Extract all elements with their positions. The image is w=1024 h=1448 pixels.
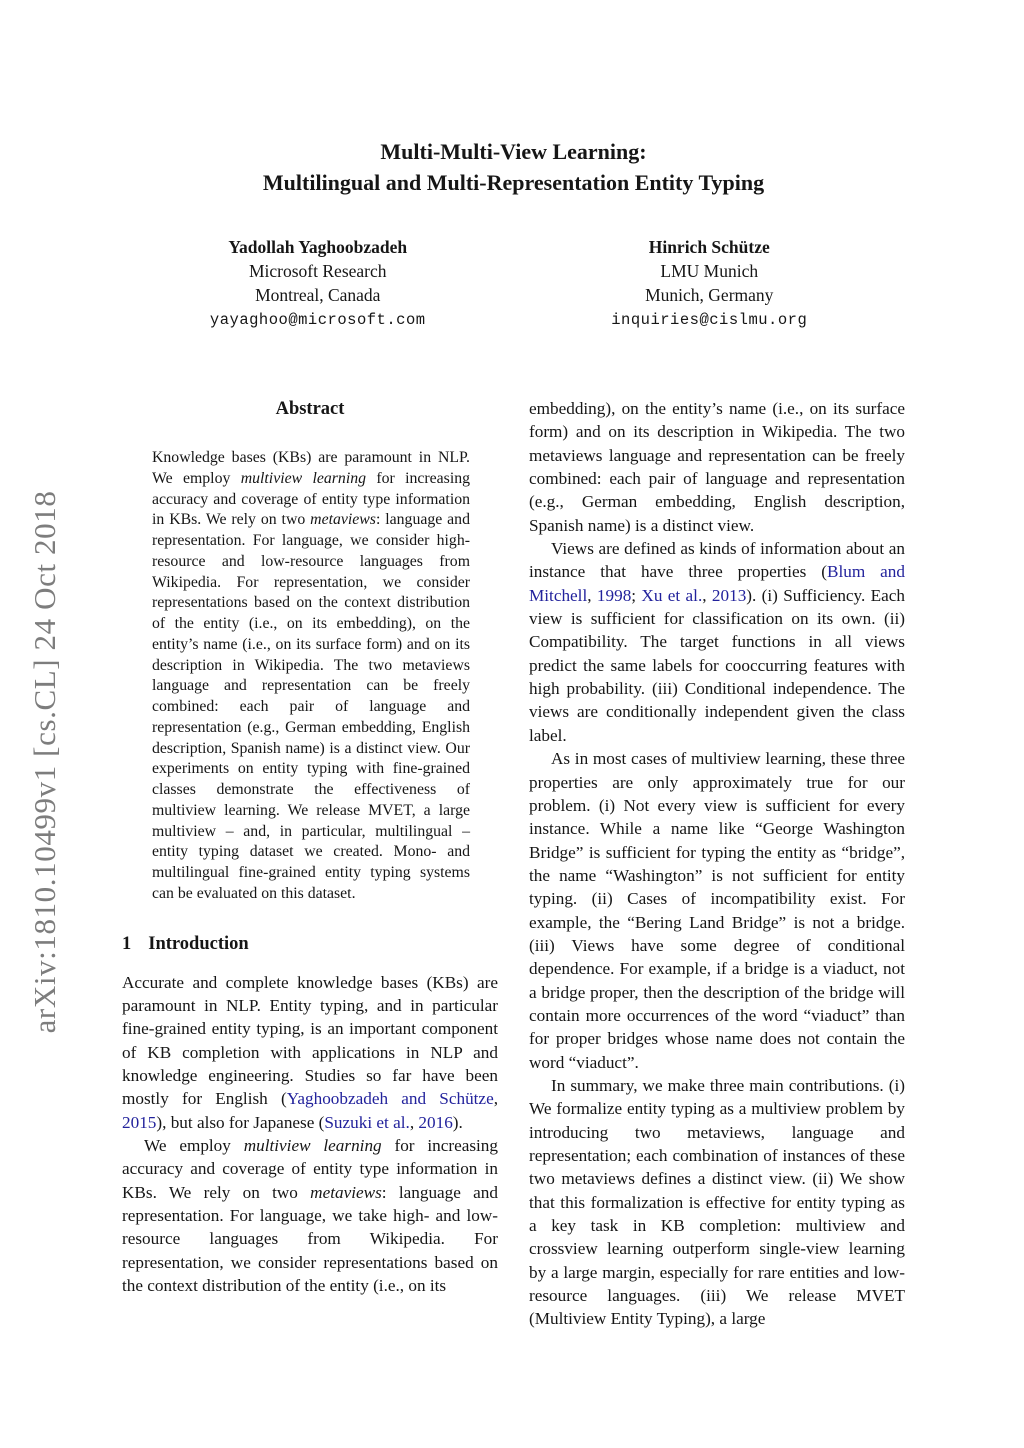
citation-link[interactable]: 2015 — [122, 1112, 157, 1132]
text-run: ). (i) Sufficiency. Each view is sufficient for classification on its own. (ii) Compatibility. The target functions in all views predict the same labels for cooccurring features with high probability. (iii) Conditional independence. The views are conditionally independent given the class label. — [529, 585, 906, 745]
author-affiliation: Microsoft Research — [248, 261, 387, 281]
paper-title-line-1: Multi-Multi-View Learning: — [380, 139, 647, 164]
paper-content — [122, 0, 905, 1331]
text-run: : language and representation. For language, we take high- and low-resource languages from Wikipedia. For representation, we consider representations based on the context distribution of the entity (i.e., on its — [122, 1182, 498, 1295]
citation-link[interactable]: Yaghoobzadeh and Schütze — [286, 1089, 494, 1109]
text-run: , — [409, 1112, 419, 1132]
section-heading-introduction — [122, 931, 498, 957]
text-run: As in most cases of multiview learning, these three properties are only approximately true for our problem. (i) Not every view is sufficient for every instance. While a name like “George Washington Bridge” is sufficient for typing the entity as “bridge”, the name “Washington” is not sufficient for entity typing. (ii) Cases of incompatibility exist. For example, the “Bering Land Bridge” is not a bridge. (iii) Views have some degree of conditional dependence. For example, if a bridge is a viaduct, not a bridge proper, then the description of the bridge will contain more occurrences of the word “viaduct” than for proper bridges whose name does not contain the word “viaduct”. — [529, 749, 905, 1072]
text-run: : language and representation. For language, we consider high-resource and low-resource languages from Wikipedia. For representation, we consider representations based on the context distribution of the entity (i.e., on its embedding), on the entity’s name (i.e., on its surface form) and on its description in Wikipedia. The two metaviews language and representation can be freely combined: each pair of language and representation (e.g., German embedding, English description, Spanish name) is a distinct view. Our experiments on entity typing with fine-grained classes demonstrate the effectiveness of multiview learning. We release MVET, a large multiview – and, in particular, multilingual – entity typing dataset we created. Mono- and multilingual fine-grained entity typing systems can be evaluated on this dataset. — [152, 511, 470, 902]
intro-paragraph-1 — [122, 971, 498, 1134]
italic-term: metaviews — [310, 1182, 382, 1202]
citation-link[interactable]: 2016 — [418, 1112, 453, 1132]
author-block-2 — [514, 235, 906, 333]
text-run: embedding), on the entity’s name (i.e., on its surface form) and on its description in Wikipedia. The two metaviews language and representation can be freely combined: each pair of language and representation (e.g., German embedding, English description, Spanish name) is a distinct view. — [529, 399, 905, 535]
author-name: Hinrich Schütze — [648, 237, 770, 257]
abstract-heading: Abstract — [275, 399, 345, 419]
section-title: Introduction — [148, 933, 249, 954]
citation-link[interactable]: 1998 — [596, 585, 632, 605]
citation-link[interactable]: Xu et al. — [641, 585, 703, 605]
left-column — [122, 397, 498, 1331]
intro-paragraph-5 — [529, 1074, 905, 1331]
italic-term: multiview learning — [243, 1135, 382, 1155]
author-email: inquiries@cislmu.org — [611, 311, 808, 329]
citation-link[interactable]: Blum and Mitchell — [529, 562, 905, 605]
text-run: Accurate and complete knowledge bases (KBs) are paramount in NLP. Entity typing, and in particular fine-grained entity typing, is an important component of KB completion with applications in NLP and knowledge engineering. Studies so far have been mostly for English ( — [122, 972, 498, 1109]
abstract-text — [152, 448, 470, 905]
intro-paragraph-4 — [529, 747, 905, 1074]
text-run: , — [587, 585, 597, 605]
intro-paragraph-3 — [529, 537, 905, 747]
text-run: We employ — [144, 1135, 244, 1155]
author-location: Munich, Germany — [645, 285, 774, 305]
text-run: for increasing accuracy and coverage of entity type information in KBs. We rely on two — [152, 469, 471, 529]
arxiv-watermark: arXiv:1810.10499v1 [cs.CL] 24 Oct 2018 — [27, 490, 62, 1034]
author-location: Montreal, Canada — [255, 285, 381, 305]
intro-paragraph-2-start — [122, 1134, 498, 1297]
author-list — [122, 235, 905, 333]
paper-title-line-2: Multilingual and Multi-Representation Entity Typing — [262, 170, 765, 195]
intro-paragraph-2-continued — [529, 397, 905, 537]
author-affiliation: LMU Munich — [660, 261, 759, 281]
text-run: ). — [452, 1112, 463, 1132]
text-run: , — [702, 585, 712, 605]
section-number: 1 — [122, 933, 132, 954]
text-run: ), but also for Japanese ( — [156, 1112, 325, 1132]
text-run: Knowledge bases (KBs) are paramount in NLP. We employ — [152, 449, 470, 487]
text-run: , — [493, 1089, 498, 1109]
text-run: Views are defined as kinds of information about an instance that have three properties ( — [529, 539, 905, 582]
two-column-body — [122, 397, 905, 1331]
paper-title — [122, 136, 905, 198]
text-run: In summary, we make three main contributions. (i) We formalize entity typing as a multiview problem by introducing two metaviews, language and representation; each combination of instances of these two metaviews defines a distinct view. (ii) We show that this formalization is effective for entity typing as a key task in KB completion: multiview and crossview learning outperform single-view learning by a large margin, especially for rare entities and low-resource languages. (iii) We release MVET (Multiview Entity Typing), a large — [529, 1075, 905, 1329]
text-run: for increasing accuracy and coverage of entity type information in KBs. We rely on two — [122, 1135, 498, 1202]
italic-term: multiview learning — [240, 469, 367, 487]
author-email: yayaghoo@microsoft.com — [209, 311, 426, 329]
author-name: Yadollah Yaghoobzadeh — [228, 237, 408, 257]
citation-link[interactable]: 2013 — [711, 585, 747, 605]
text-run: ; — [631, 585, 642, 605]
right-column — [529, 397, 905, 1331]
italic-term: metaviews — [310, 511, 376, 529]
citation-link[interactable]: Suzuki et al. — [324, 1112, 410, 1132]
author-block-1 — [122, 235, 514, 333]
